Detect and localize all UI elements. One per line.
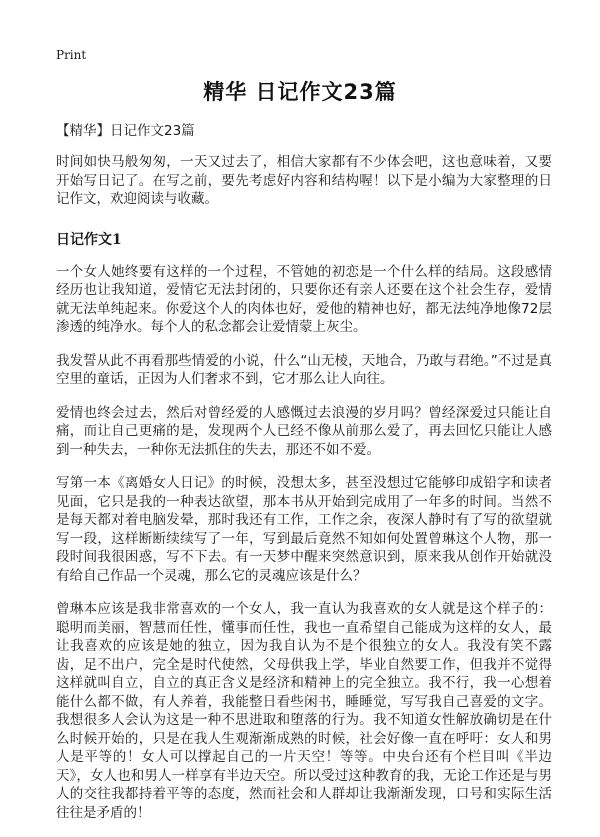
body-paragraph-3: 爱情也终会过去，然后对曾经爱的人感慨过去浪漫的岁月吗？曾经深爱过只能让自痛，而让自己更痛的是，发现两个人已经不像从前那么爱了，再去回忆只能让人感到一种失去，一种你无法抓住的失去，那还不如不爱。 — [56, 404, 552, 458]
intro-paragraph: 时间如快马般匆匆，一天又过去了，相信大家都有不少体会吧，这也意味着，又要开始写日记了。在写之前，要先考虑好内容和结构喔！以下是小编为大家整理的日记作文，欢迎阅读与收藏。 — [56, 154, 552, 207]
body-paragraph-4: 写第一本《离婚女人日记》的时候，没想太多，甚至没想过它能够印成铅字和读者见面，它只是我的一种表达欲望，那本书从开始到完成用了一年多的时间。当然不是每天都对着电脑发晕，那时我还有工作，工作之余，夜深人静时有了写的欲望就写一段，这样断断续续写了一年，写到最后竟然不知如何处置曾琳这个人物，那一段时间我很困惑，写不下去。有一天梦中醒来突然意识到，原来我从创作开始就没有给自己作品一个灵魂，那么它的灵魂应该是什么？ — [56, 475, 552, 584]
body-paragraph-1: 一个女人她终要有这样的一个过程，不管她的初恋是一个什么样的结局。这段感情经历也让我知道，爱情它无法封闭的，只要你还有亲人还要在这个社会生存，爱情就无法单纯起来。你爱这个人的肉体也好，爱他的精神也好，都无法纯净地像72层渗透的纯净水。每个人的私念都会让爱情蒙上灰尘。 — [56, 263, 552, 335]
document-subtitle: 【精华】日记作文23篇 — [56, 123, 195, 139]
body-paragraph-5: 曾琳本应该是我非常喜欢的一个女人，我一直认为我喜欢的女人就是这个样子的：聪明而美丽，智慧而任性，懂事而任性，我也一直希望自己能成为这样的女人，最让我喜欢的应该是她的独立，因为我自认为不是个很独立的女人。我没有笑不露齿，足不出户，完全是时代使然，父母供我上学，毕业自然要工作，但我并不觉得这样就叫自立，自立的真正含义是经济和精神上的完全独立。我不行，我一心想着能什么都不做，有人养着，我能整日看些闲书，睡睡觉，写写我自己喜爱的文字。我想很多人会认为这是一种不思进取和堕落的行为。我不知道女性解放确切是在什么时候开始的，只是在我人生观渐渐成熟的时候，社会好像一直在呼吁：女人和男人是平等的！女人可以撑起自己的一片天空！等等。中央台还有个栏目叫《半边天》，女人也和男人一样享有半边天空。所以受过这种教育的我，无论工作还是与男人的交往我都持着平等的态度，然而社会和人群却让我渐渐发现，口号和实际生活往往是矛盾的！ — [56, 601, 552, 821]
document-title: 精华 日记作文23篇 — [203, 80, 397, 104]
section-heading: 日记作文1 — [56, 231, 122, 248]
print-link[interactable]: Print — [56, 48, 87, 62]
body-paragraph-2: 我发誓从此不再看那些情爱的小说，什么“山无棱，天地合，乃敢与君绝。”不过是真空里的童话，正因为人们奢求不到，它才那么让人向往。 — [56, 352, 552, 387]
document-body — [56, 122, 552, 837]
